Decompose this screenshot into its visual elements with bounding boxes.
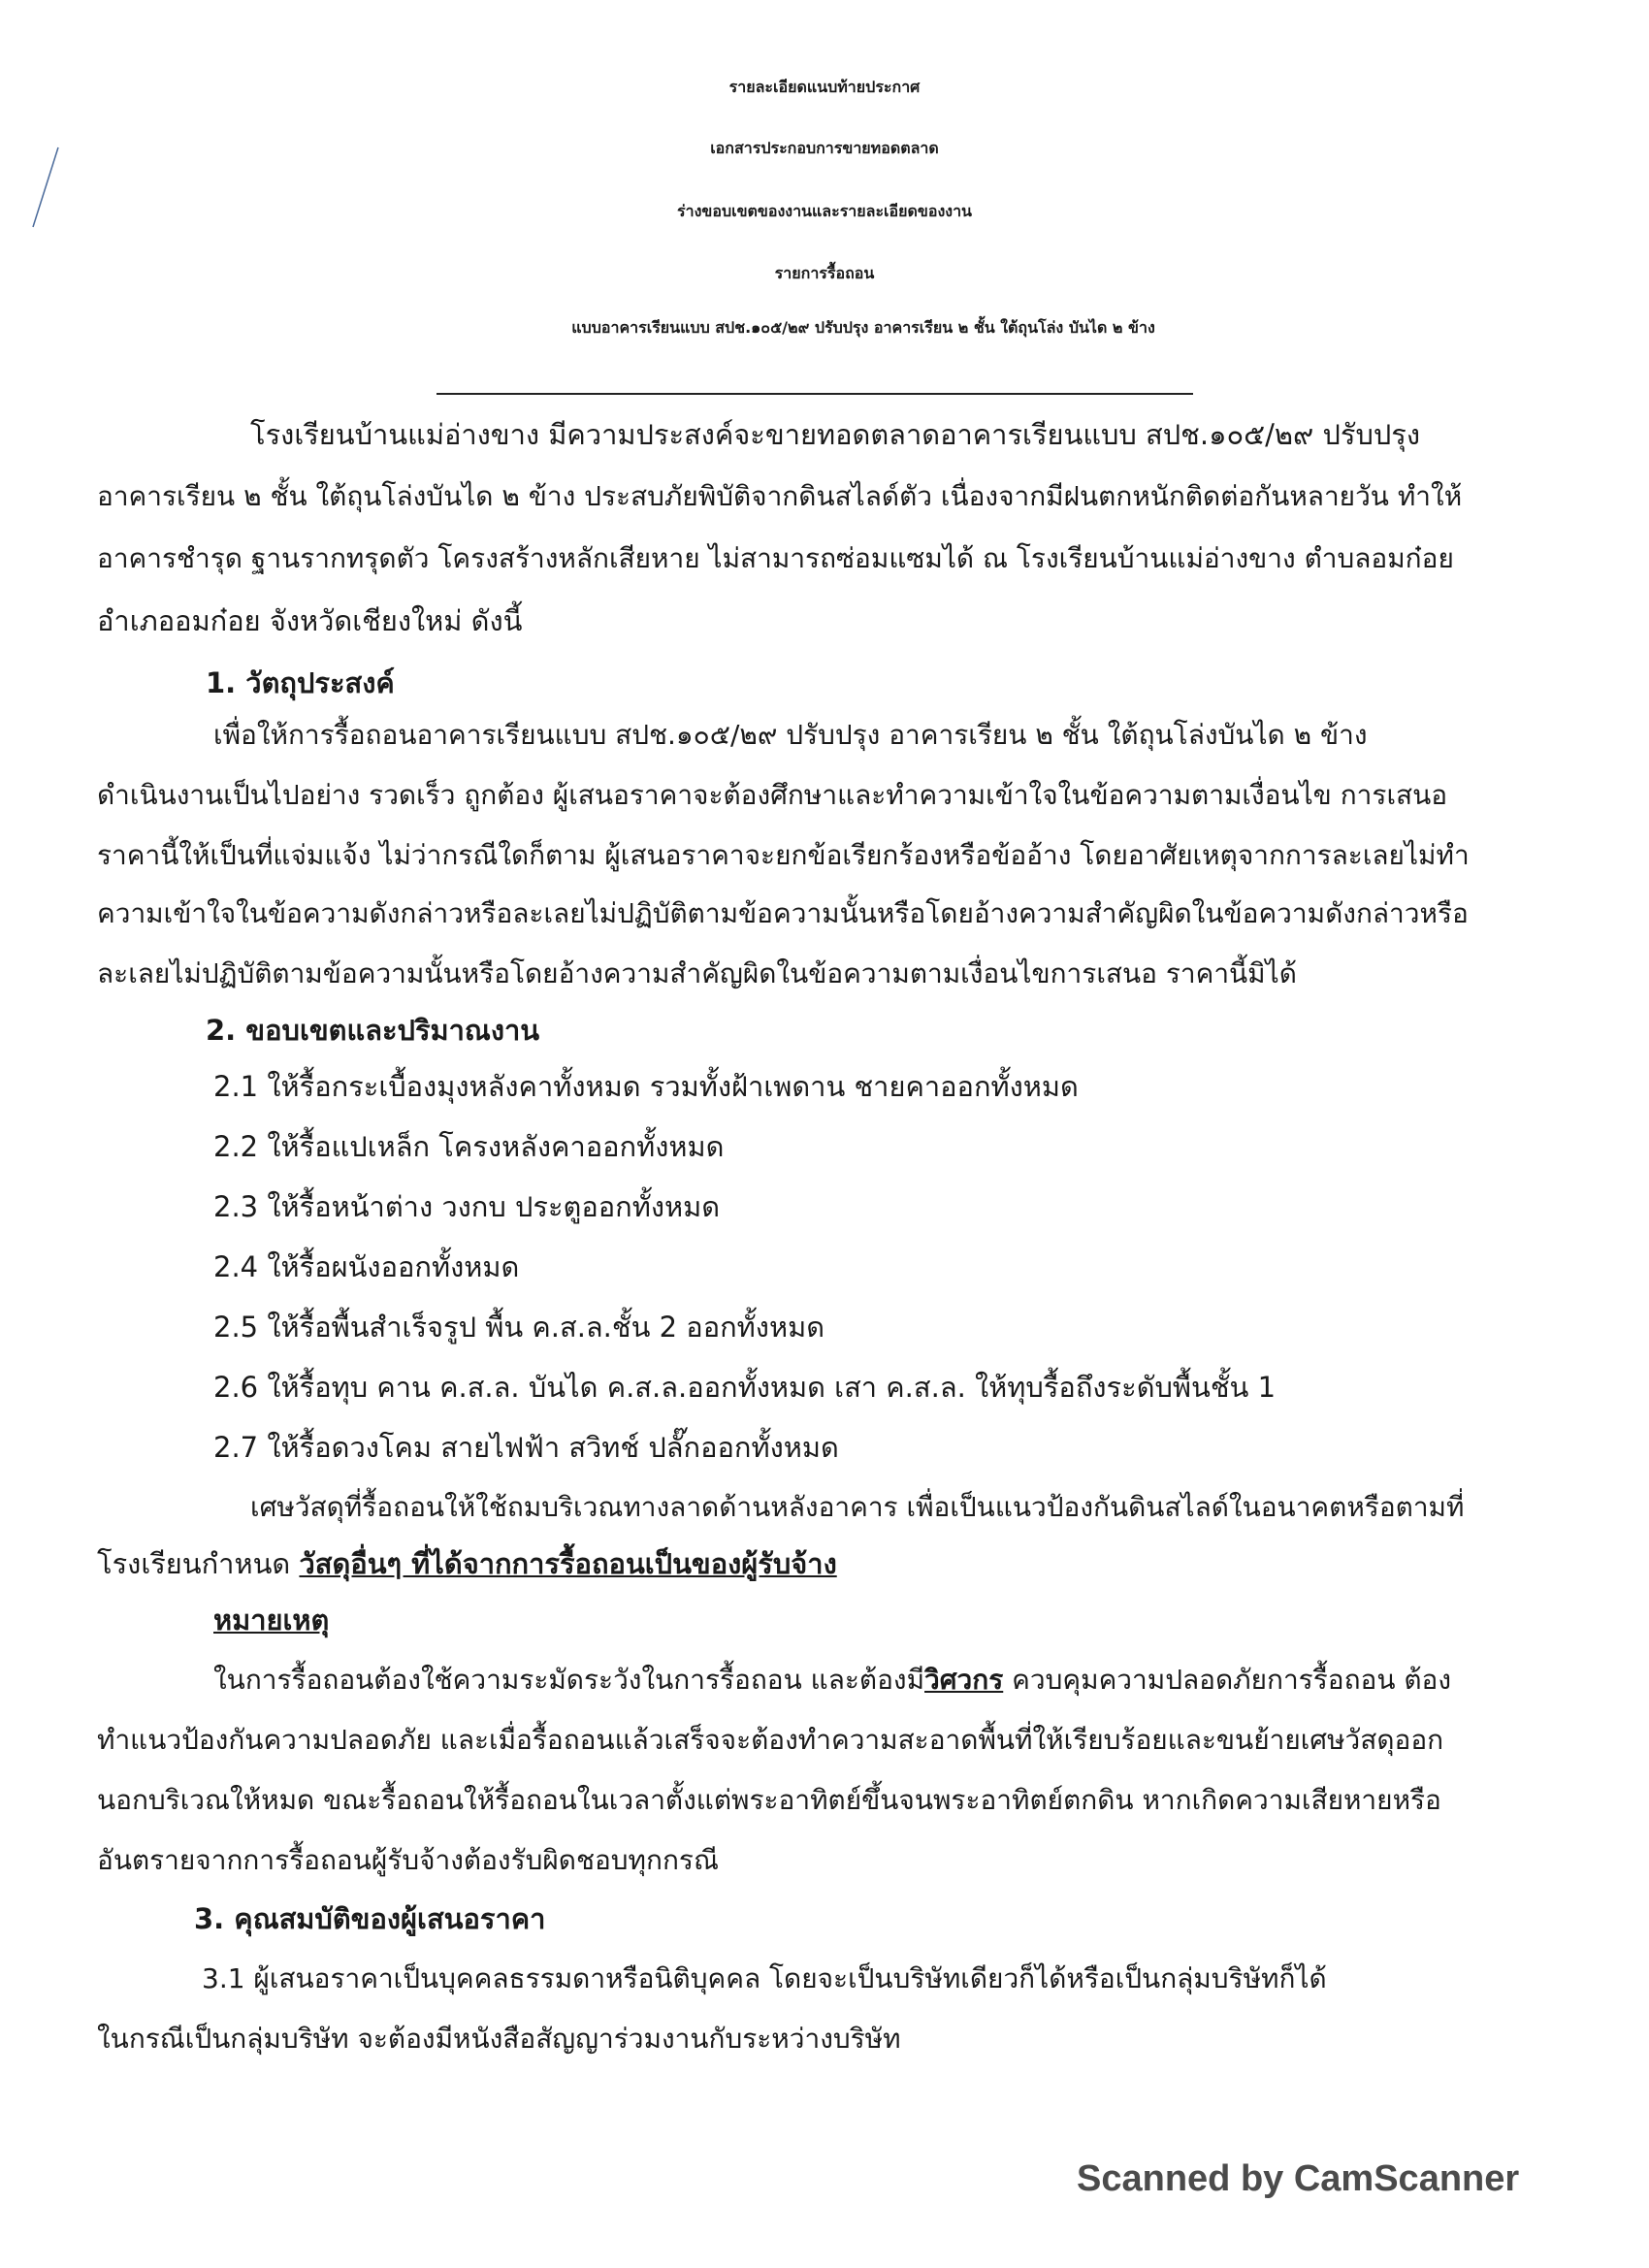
document-subtitle-3: รายการรื้อถอน — [774, 264, 875, 282]
section-1-line: ความเข้าใจในข้อความดังกล่าวหรือละเลยไม่ปฏิบัติตามข้อความนั้นหรือโดยอ้างความสำคัญผิดในข้อความดังกล่าวหรือ — [97, 897, 1469, 929]
remark-line: ทำแนวป้องกันความปลอดภัย และเมื่อรื้อถอนแล้วเสร็จจะต้องทำความสะอาดพื้นที่ให้เรียบร้อยและขนย้ายเศษวัสดุออก — [97, 1724, 1444, 1756]
debris-line-prefix: โรงเรียนกำหนด — [97, 1547, 300, 1580]
remark-line: นอกบริเวณให้หมด ขณะรื้อถอนให้รื้อถอนในเวลาตั้งแต่พระอาทิตย์ขึ้นจนพระอาทิตย์ตกดิน หากเกิดความเสียหายหรือ — [97, 1784, 1441, 1816]
section-2-item: 2.4 ให้รื้อผนังออกทั้งหมด — [213, 1250, 520, 1283]
debris-line — [97, 1544, 837, 1583]
section-2-item: 2.5 ให้รื้อพื้นสำเร็จรูป พื้น ค.ส.ล.ชั้น 2 ออกทั้งหมด — [213, 1311, 825, 1344]
header-divider — [436, 393, 1193, 395]
remark-line-underlined: วิศวกร — [924, 1664, 1004, 1696]
intro-line: อำเภออมก๋อย จังหวัดเชียงใหม่ ดังนี้ — [97, 604, 523, 637]
section-3-line: ในกรณีเป็นกลุ่มบริษัท จะต้องมีหนังสือสัญญาร่วมงานกับระหว่างบริษัท — [97, 2023, 901, 2055]
debris-line-underlined: วัสดุอื่นๆ ที่ได้จากการรื้อถอนเป็นของผู้รับจ้าง — [299, 1547, 837, 1580]
section-2-item: 2.2 ให้รื้อแปเหล็ก โครงหลังคาออกทั้งหมด — [213, 1130, 725, 1163]
document-subtitle-1: เอกสารประกอบการขายทอดตลาด — [710, 139, 939, 157]
remark-heading: หมายเหตุ — [213, 1604, 330, 1636]
remark-line-prefix: ในการรื้อถอนต้องใช้ความระมัดระวังในการรื้อถอน และต้องมี — [213, 1664, 925, 1696]
document-title: รายละเอียดแนบท้ายประกาศ — [728, 78, 921, 96]
section-1-line: ราคานี้ให้เป็นที่แจ่มแจ้ง ไม่ว่ากรณีใดก็ตาม ผู้เสนอราคาจะยกข้อเรียกร้องหรือข้ออ้าง โดยอาศัยเหตุจากการละเลยไม่ทำ — [97, 839, 1470, 871]
intro-line: อาคารเรียน ๒ ชั้น ใต้ถุนโล่งบันได ๒ ข้าง ประสบภัยพิบัติจากดินสไลด์ตัว เนื่องจากมีฝนตกหนักติดต่อกันหลายวัน ทำให้ — [97, 480, 1463, 512]
section-2-item: 2.3 ให้รื้อหน้าต่าง วงกบ ประตูออกทั้งหมด — [213, 1190, 721, 1223]
section-1-heading: 1. วัตถุประสงค์ — [206, 666, 395, 699]
remark-line — [213, 1661, 1451, 1700]
section-3-line: 3.1 ผู้เสนอราคาเป็นบุคคลธรรมดาหรือนิติบุคคล โดยจะเป็นบริษัทเดียวก็ได้หรือเป็นกลุ่มบริษัทก็ได้ — [202, 1962, 1327, 1994]
section-2-item: 2.6 ให้รื้อทุบ คาน ค.ส.ล. บันได ค.ส.ล.ออกทั้งหมด เสา ค.ส.ล. ให้ทุบรื้อถึงระดับพื้นชั้น 1 — [213, 1371, 1277, 1404]
document-subtitle-4: แบบอาคารเรียนแบบ สปช.๑๐๕/๒๙ ปรับปรุง อาคารเรียน ๒ ชั้น ใต้ถุนโล่ง บันได ๒ ข้าง — [571, 318, 1155, 337]
document-subtitle-2: ร่างขอบเขตของงานและรายละเอียดของงาน — [677, 202, 972, 220]
section-1-line: ดำเนินงานเป็นไปอย่าง รวดเร็ว ถูกต้อง ผู้เสนอราคาจะต้องศึกษาและทำความเข้าใจในข้อความตามเงื่อนไข การเสนอ — [97, 779, 1448, 811]
section-2-item: 2.7 ให้รื้อดวงโคม สายไฟฟ้า สวิทช์ ปลั๊กออกทั้งหมด — [213, 1431, 839, 1464]
remark-line-suffix: ควบคุมความปลอดภัยการรื้อถอน ต้อง — [1003, 1664, 1452, 1696]
intro-line: อาคารชำรุด ฐานรากทรุดตัว โครงสร้างหลักเสียหาย ไม่สามารถซ่อมแซมได้ ณ โรงเรียนบ้านแม่อ่างขาง ตำบลอมก๋อย — [97, 542, 1454, 574]
section-1-line: เพื่อให้การรื้อถอนอาคารเรียนแบบ สปช.๑๐๕/๒๙ ปรับปรุง อาคารเรียน ๒ ชั้น ใต้ถุนโล่งบันได ๒ ข้าง — [213, 719, 1368, 751]
camscanner-watermark: Scanned by CamScanner — [1077, 2158, 1520, 2199]
section-2-item: 2.1 ให้รื้อกระเบื้องมุงหลังคาทั้งหมด รวมทั้งฝ้าเพดาน ชายคาออกทั้งหมด — [213, 1070, 1079, 1103]
intro-line: โรงเรียนบ้านแม่อ่างขาง มีความประสงค์จะขายทอดตลาดอาคารเรียนแบบ สปช.๑๐๕/๒๙ ปรับปรุง — [250, 418, 1421, 451]
remark-line: อันตรายจากการรื้อถอนผู้รับจ้างต้องรับผิดชอบทุกกรณี — [97, 1844, 719, 1876]
section-1-line: ละเลยไม่ปฏิบัติตามข้อความนั้นหรือโดยอ้างความสำคัญผิดในข้อความตามเงื่อนไขการเสนอ ราคานี้มิได้ — [97, 957, 1297, 989]
debris-line: เศษวัสดุที่รื้อถอนให้ใช้ถมบริเวณทางลาดด้านหลังอาคาร เพื่อเป็นแนวป้องกันดินสไลด์ในอนาคตหรือตามที่ — [250, 1491, 1465, 1523]
section-3-heading: 3. คุณสมบัติของผู้เสนอราคา — [194, 1902, 546, 1935]
section-2-heading: 2. ขอบเขตและปริมาณงาน — [206, 1014, 540, 1047]
